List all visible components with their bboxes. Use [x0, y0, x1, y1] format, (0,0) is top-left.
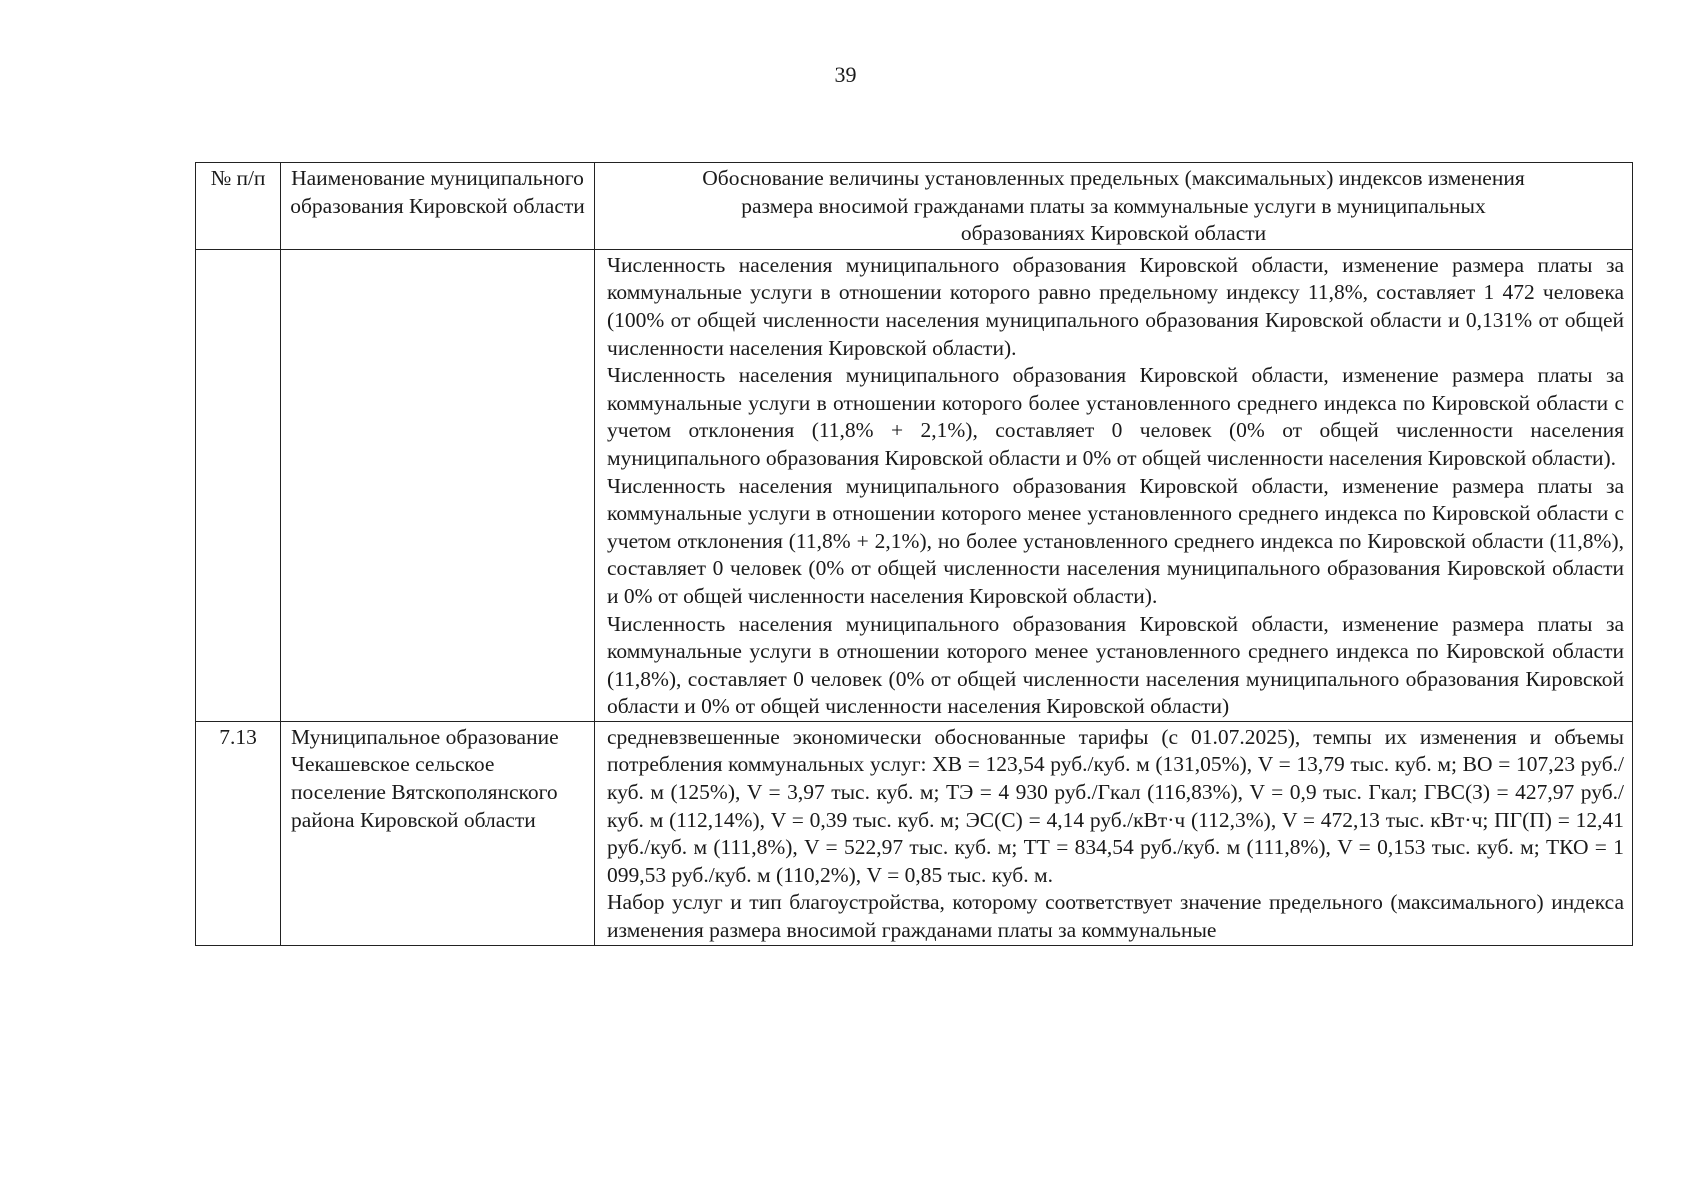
row-name: Муниципальное образование Чекашевское сельское поселение Вятскополянского района Кировской области	[291, 724, 559, 832]
row-num: 7.13	[219, 724, 257, 749]
justification-paragraph: Численность населения муниципального образования Кировской области, изменение размера платы за коммунальные услуги в отношении которого равно предельному индексу 11,8%, составляет 1 472 человека (100% от общей численности населения муниципального образования Кировской области и 0,131% от общей численности населения Кировской области).	[607, 252, 1624, 360]
row-num-cell	[196, 721, 281, 945]
justification-paragraph: Численность населения муниципального образования Кировской области, изменение размера платы за коммунальные услуги в отношении которого менее установленного среднего индекса по Кировской области (11,8%), составляет 0 человек (0% от общей численности населения муниципального образования Кировской области и 0% от общей численности населения Кировской области)	[607, 611, 1624, 719]
row-num-cell	[196, 249, 281, 721]
page-number: 39	[834, 62, 857, 87]
justification-paragraph: Численность населения муниципального образования Кировской области, изменение размера платы за коммунальные услуги в отношении которого более установленного среднего индекса по Кировской области с учетом отклонения (11,8% + 2,1%), составляет 0 человек (0% от общей численности населения муниципального образования Кировской области и 0% от общей численности населения Кировской области).	[607, 363, 1624, 470]
table-row	[196, 249, 1633, 721]
justification-paragraph: Численность населения муниципального образования Кировской области, изменение размера платы за коммунальные услуги в отношении которого менее установленного среднего индекса по Кировской области с учетом отклонения (11,8% + 2,1%), но более установленного среднего индекса по Кировской области (11,8%), составляет 0 человек (0% от общей численности населения муниципального образования Кировской области и 0% от общей численности населения Кировской области).	[607, 473, 1624, 608]
header-num	[196, 163, 281, 250]
header-justification	[595, 163, 1633, 250]
row-num	[196, 250, 280, 252]
table-header-row	[196, 163, 1633, 250]
row-justification-cell	[595, 249, 1633, 721]
row-name-cell	[281, 721, 595, 945]
row-name	[281, 250, 594, 252]
header-name	[281, 163, 595, 250]
justification-paragraph: средневзвешенные экономически обоснованные тарифы (с 01.07.2025), темпы их изменения и объемы потребления коммунальных услуг: ХВ = 123,54 руб./куб. м (131,05%), V = 13,79 тыс. куб. м; ВО = 107,23 руб./куб. м (125%), V = 3,97 тыс. куб. м; ТЭ = 4 930 руб./Гкал (116,83%), V = 0,9 тыс. Гкал; ГВС(З) = 427,97 руб./куб. м (112,14%), V = 0,39 тыс. куб. м; ЭС(С) = 4,14 руб./кВт·ч (112,3%), V = 472,13 тыс. кВт·ч; ПГ(П) = 12,41 руб./куб. м (111,8%), V = 522,97 тыс. куб. м; ТТ = 834,54 руб./куб. м (111,8%), V = 0,153 тыс. куб. м; ТКО = 1 099,53 руб./куб. м (110,2%), V = 0,85 тыс. куб. м.	[607, 724, 1624, 887]
justification-table	[195, 162, 1633, 946]
table-row	[196, 721, 1633, 945]
header-name-label: Наименование муниципального образования Кировской области	[290, 166, 585, 218]
header-num-label: № п/п	[210, 166, 266, 190]
header-justification-label: Обоснование величины установленных предельных (максимальных) индексов изменения размера вносимой гражданами платы за коммунальные услуги в муниципальных образованиях Кировской области	[702, 166, 1525, 246]
row-justification-cell	[595, 721, 1633, 945]
row-name-cell	[281, 249, 595, 721]
justification-paragraph: Набор услуг и тип благоустройства, которому соответствует значение предельного (максимального) индекса изменения размера вносимой гражданами платы за коммунальные	[607, 890, 1624, 943]
